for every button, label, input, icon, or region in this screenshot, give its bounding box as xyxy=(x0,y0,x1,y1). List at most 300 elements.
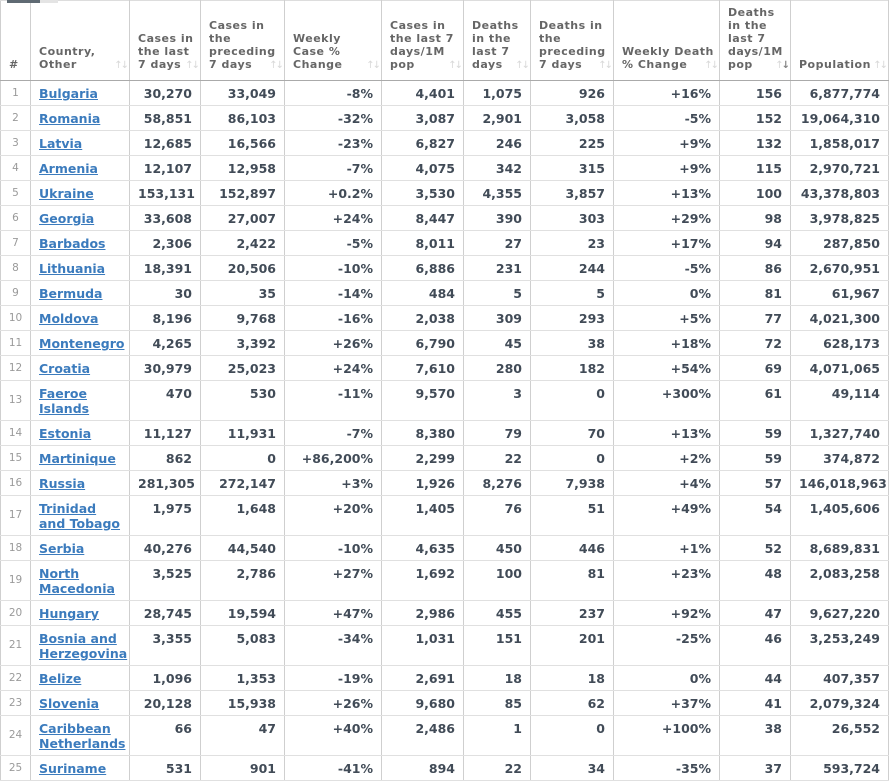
deaths_7d-cell: 2,901 xyxy=(464,106,531,131)
sort-down-arrow-icon: ↓ xyxy=(275,60,282,71)
cases_prev_7d-cell: 9,768 xyxy=(201,306,285,331)
population-cell: 3,253,249 xyxy=(791,626,889,666)
sort-up-arrow-icon: ↑ xyxy=(704,60,711,71)
death_change-cell: +37% xyxy=(614,691,720,716)
rank-cell: 9 xyxy=(1,281,31,306)
deaths_7d-cell: 18 xyxy=(464,666,531,691)
cases_7d-cell: 3,525 xyxy=(130,561,201,601)
rank-cell: 2 xyxy=(1,106,31,131)
deaths_1m-cell: 59 xyxy=(720,421,791,446)
deaths_7d-cell: 3 xyxy=(464,381,531,421)
cases_prev_7d-cell: 3,392 xyxy=(201,331,285,356)
case_change-cell: -10% xyxy=(285,536,382,561)
case_change-cell: -34% xyxy=(285,626,382,666)
sort-up-arrow-icon: ↑ xyxy=(366,60,373,71)
deaths_1m-cell: 81 xyxy=(720,281,791,306)
table-body xyxy=(1,81,889,781)
cases_prev_7d-cell: 0 xyxy=(201,446,285,471)
column-header-label: Cases in the preceding 7 days xyxy=(209,19,276,71)
rank-cell: 15 xyxy=(1,446,31,471)
cases_1m-cell: 1,692 xyxy=(382,561,464,601)
rank-cell: 18 xyxy=(1,536,31,561)
rank-cell: 4 xyxy=(1,156,31,181)
cases_prev_7d-cell: 47 xyxy=(201,716,285,756)
country-link[interactable]: Martinique xyxy=(39,451,116,466)
cases_prev_7d-cell: 272,147 xyxy=(201,471,285,496)
population-cell: 1,858,017 xyxy=(791,131,889,156)
table-row xyxy=(1,81,889,106)
cases_7d-cell: 12,107 xyxy=(130,156,201,181)
sort-toggle-icon[interactable] xyxy=(873,59,886,72)
table-row xyxy=(1,156,889,181)
deaths_prev_7d-cell: 70 xyxy=(531,421,614,446)
country-cell xyxy=(31,691,130,716)
deaths_7d-cell: 76 xyxy=(464,496,531,536)
cases_1m-cell: 6,886 xyxy=(382,256,464,281)
sort-up-arrow-icon: ↑ xyxy=(775,60,782,71)
sort-down-arrow-icon: ↓ xyxy=(521,60,528,71)
cases_1m-cell: 8,380 xyxy=(382,421,464,446)
column-header-cases_7d[interactable] xyxy=(130,1,201,81)
sort-up-arrow-icon: ↑ xyxy=(448,60,455,71)
deaths_1m-cell: 86 xyxy=(720,256,791,281)
table-row xyxy=(1,421,889,446)
sort-up-arrow-icon: ↑ xyxy=(114,60,121,71)
country-link[interactable]: Caribbean Netherlands xyxy=(39,721,126,751)
deaths_1m-cell: 100 xyxy=(720,181,791,206)
sort-down-arrow-icon: ↓ xyxy=(710,60,717,71)
column-header-deaths_prev_7d[interactable] xyxy=(531,1,614,81)
population-cell: 2,079,324 xyxy=(791,691,889,716)
column-header-rank xyxy=(1,1,31,81)
country-link[interactable]: Moldova xyxy=(39,311,99,326)
deaths_1m-cell: 72 xyxy=(720,331,791,356)
deaths_7d-cell: 1,075 xyxy=(464,81,531,106)
population-cell: 2,970,721 xyxy=(791,156,889,181)
sort-toggle-icon[interactable] xyxy=(598,59,611,72)
deaths_1m-cell: 44 xyxy=(720,666,791,691)
sort-toggle-icon[interactable] xyxy=(114,59,127,72)
sort-descending-active-icon[interactable] xyxy=(775,59,788,72)
deaths_1m-cell: 98 xyxy=(720,206,791,231)
cases_7d-cell: 33,608 xyxy=(130,206,201,231)
population-cell: 19,064,310 xyxy=(791,106,889,131)
sort-toggle-icon[interactable] xyxy=(185,59,198,72)
population-cell: 2,083,258 xyxy=(791,561,889,601)
deaths_7d-cell: 280 xyxy=(464,356,531,381)
cases_7d-cell: 58,851 xyxy=(130,106,201,131)
column-header-population[interactable] xyxy=(791,1,889,81)
sort-toggle-icon[interactable] xyxy=(448,59,461,72)
cases_1m-cell: 4,075 xyxy=(382,156,464,181)
deaths_7d-cell: 1 xyxy=(464,716,531,756)
table-row xyxy=(1,626,889,666)
country-link[interactable]: Georgia xyxy=(39,211,95,226)
column-header-label: Population xyxy=(799,58,871,71)
country-cell xyxy=(31,231,130,256)
rank-cell: 6 xyxy=(1,206,31,231)
deaths_1m-cell: 48 xyxy=(720,561,791,601)
cases_1m-cell: 1,031 xyxy=(382,626,464,666)
country-cell xyxy=(31,561,130,601)
case_change-cell: +24% xyxy=(285,206,382,231)
cases_7d-cell: 28,745 xyxy=(130,601,201,626)
deaths_prev_7d-cell: 225 xyxy=(531,131,614,156)
country-cell xyxy=(31,81,130,106)
deaths_prev_7d-cell: 244 xyxy=(531,256,614,281)
rank-cell: 20 xyxy=(1,601,31,626)
deaths_7d-cell: 342 xyxy=(464,156,531,181)
rank-cell: 14 xyxy=(1,421,31,446)
table-row xyxy=(1,206,889,231)
tab-edge-remnant-dark xyxy=(7,0,40,3)
column-header-deaths_7d[interactable] xyxy=(464,1,531,81)
country-cell xyxy=(31,626,130,666)
population-cell: 628,173 xyxy=(791,331,889,356)
cases_1m-cell: 8,447 xyxy=(382,206,464,231)
deaths_1m-cell: 61 xyxy=(720,381,791,421)
country-link[interactable]: North Macedonia xyxy=(39,566,115,596)
country-link[interactable]: Bosnia and Herzegovina xyxy=(39,631,128,661)
sort-toggle-icon[interactable] xyxy=(269,59,282,72)
country-cell xyxy=(31,381,130,421)
table-row xyxy=(1,561,889,601)
sort-toggle-icon[interactable] xyxy=(704,59,717,72)
sort-up-arrow-icon: ↑ xyxy=(873,60,880,71)
column-header-label: Deaths in the preceding 7 days xyxy=(539,19,606,71)
cases_1m-cell: 4,401 xyxy=(382,81,464,106)
deaths_1m-cell: 47 xyxy=(720,601,791,626)
death_change-cell: +300% xyxy=(614,381,720,421)
cases_7d-cell: 4,265 xyxy=(130,331,201,356)
death_change-cell: +13% xyxy=(614,181,720,206)
sort-toggle-icon[interactable] xyxy=(366,59,379,72)
country-link[interactable]: Croatia xyxy=(39,361,91,376)
column-header-cases_1m[interactable] xyxy=(382,1,464,81)
table-row xyxy=(1,306,889,331)
country-link[interactable]: Latvia xyxy=(39,136,83,151)
sort-up-arrow-icon: ↑ xyxy=(598,60,605,71)
rank-cell: 10 xyxy=(1,306,31,331)
cases_prev_7d-cell: 1,648 xyxy=(201,496,285,536)
country-cell xyxy=(31,756,130,781)
deaths_7d-cell: 4,355 xyxy=(464,181,531,206)
country-link[interactable]: Russia xyxy=(39,476,86,491)
cases_7d-cell: 281,305 xyxy=(130,471,201,496)
population-cell: 374,872 xyxy=(791,446,889,471)
population-cell: 593,724 xyxy=(791,756,889,781)
case_change-cell: -11% xyxy=(285,381,382,421)
sort-up-arrow-icon: ↑ xyxy=(515,60,522,71)
deaths_prev_7d-cell: 34 xyxy=(531,756,614,781)
death_change-cell: +29% xyxy=(614,206,720,231)
table-row xyxy=(1,106,889,131)
cases_prev_7d-cell: 530 xyxy=(201,381,285,421)
cases_7d-cell: 3,355 xyxy=(130,626,201,666)
case_change-cell: -23% xyxy=(285,131,382,156)
country-cell xyxy=(31,256,130,281)
population-cell: 407,357 xyxy=(791,666,889,691)
deaths_prev_7d-cell: 237 xyxy=(531,601,614,626)
country-cell xyxy=(31,306,130,331)
deaths_prev_7d-cell: 51 xyxy=(531,496,614,536)
country-cell xyxy=(31,496,130,536)
country-cell xyxy=(31,536,130,561)
country-link[interactable]: Armenia xyxy=(39,161,98,176)
death_change-cell: -35% xyxy=(614,756,720,781)
death_change-cell: +16% xyxy=(614,81,720,106)
deaths_1m-cell: 52 xyxy=(720,536,791,561)
country-link[interactable]: Ukraine xyxy=(39,186,94,201)
cases_prev_7d-cell: 27,007 xyxy=(201,206,285,231)
cases_1m-cell: 6,827 xyxy=(382,131,464,156)
cases_prev_7d-cell: 25,023 xyxy=(201,356,285,381)
deaths_prev_7d-cell: 23 xyxy=(531,231,614,256)
case_change-cell: +86,200% xyxy=(285,446,382,471)
column-header-cases_prev_7d[interactable] xyxy=(201,1,285,81)
table-row xyxy=(1,381,889,421)
deaths_7d-cell: 450 xyxy=(464,536,531,561)
country-link[interactable]: Montenegro xyxy=(39,336,125,351)
cases_1m-cell: 484 xyxy=(382,281,464,306)
column-header-label: Deaths in the last 7 days xyxy=(472,19,519,71)
table-header xyxy=(1,1,889,81)
table-row xyxy=(1,691,889,716)
cases_1m-cell: 2,486 xyxy=(382,716,464,756)
death_change-cell: -5% xyxy=(614,106,720,131)
death_change-cell: +49% xyxy=(614,496,720,536)
deaths_prev_7d-cell: 0 xyxy=(531,446,614,471)
country-link[interactable]: Estonia xyxy=(39,426,92,441)
cases_1m-cell: 8,011 xyxy=(382,231,464,256)
deaths_prev_7d-cell: 38 xyxy=(531,331,614,356)
rank-cell: 17 xyxy=(1,496,31,536)
table-row xyxy=(1,331,889,356)
deaths_1m-cell: 46 xyxy=(720,626,791,666)
cases_prev_7d-cell: 33,049 xyxy=(201,81,285,106)
country-link[interactable]: Serbia xyxy=(39,541,85,556)
country-link[interactable]: Hungary xyxy=(39,606,99,621)
country-cell xyxy=(31,181,130,206)
country-link[interactable]: Bulgaria xyxy=(39,86,98,101)
country-link[interactable]: Slovenia xyxy=(39,696,100,711)
deaths_1m-cell: 37 xyxy=(720,756,791,781)
deaths_1m-cell: 115 xyxy=(720,156,791,181)
cases_prev_7d-cell: 2,786 xyxy=(201,561,285,601)
column-header-death_change[interactable] xyxy=(614,1,720,81)
case_change-cell: +20% xyxy=(285,496,382,536)
rank-cell: 7 xyxy=(1,231,31,256)
death_change-cell: +17% xyxy=(614,231,720,256)
cases_1m-cell: 1,405 xyxy=(382,496,464,536)
sort-down-arrow-icon: ↓ xyxy=(120,60,127,71)
deaths_7d-cell: 45 xyxy=(464,331,531,356)
country-link[interactable]: Lithuania xyxy=(39,261,106,276)
population-cell: 26,552 xyxy=(791,716,889,756)
country-cell xyxy=(31,421,130,446)
population-cell: 6,877,774 xyxy=(791,81,889,106)
deaths_prev_7d-cell: 446 xyxy=(531,536,614,561)
deaths_prev_7d-cell: 3,857 xyxy=(531,181,614,206)
cases_7d-cell: 1,975 xyxy=(130,496,201,536)
rank-cell: 25 xyxy=(1,756,31,781)
table-row xyxy=(1,496,889,536)
table-row xyxy=(1,601,889,626)
death_change-cell: +100% xyxy=(614,716,720,756)
rank-cell: 8 xyxy=(1,256,31,281)
death_change-cell: +54% xyxy=(614,356,720,381)
deaths_7d-cell: 22 xyxy=(464,756,531,781)
country-link[interactable]: Romania xyxy=(39,111,101,126)
population-cell: 146,018,963 xyxy=(791,471,889,496)
case_change-cell: +27% xyxy=(285,561,382,601)
table-row xyxy=(1,471,889,496)
deaths_7d-cell: 8,276 xyxy=(464,471,531,496)
deaths_1m-cell: 77 xyxy=(720,306,791,331)
column-header-country[interactable] xyxy=(31,1,130,81)
cases_prev_7d-cell: 2,422 xyxy=(201,231,285,256)
country-cell xyxy=(31,716,130,756)
cases_7d-cell: 18,391 xyxy=(130,256,201,281)
country-link[interactable]: Bermuda xyxy=(39,286,103,301)
population-cell: 43,378,803 xyxy=(791,181,889,206)
case_change-cell: +3% xyxy=(285,471,382,496)
cases_7d-cell: 8,196 xyxy=(130,306,201,331)
rank-cell: 12 xyxy=(1,356,31,381)
column-header-case_change[interactable] xyxy=(285,1,382,81)
table-row xyxy=(1,446,889,471)
deaths_prev_7d-cell: 81 xyxy=(531,561,614,601)
cases_1m-cell: 9,570 xyxy=(382,381,464,421)
cases_7d-cell: 531 xyxy=(130,756,201,781)
deaths_prev_7d-cell: 303 xyxy=(531,206,614,231)
country-cell xyxy=(31,666,130,691)
deaths_prev_7d-cell: 0 xyxy=(531,716,614,756)
population-cell: 1,405,606 xyxy=(791,496,889,536)
sort-down-arrow-icon: ↓ xyxy=(454,60,461,71)
table-row xyxy=(1,666,889,691)
country-cell xyxy=(31,601,130,626)
deaths_prev_7d-cell: 18 xyxy=(531,666,614,691)
deaths_prev_7d-cell: 293 xyxy=(531,306,614,331)
cases_prev_7d-cell: 20,506 xyxy=(201,256,285,281)
deaths_7d-cell: 27 xyxy=(464,231,531,256)
case_change-cell: +24% xyxy=(285,356,382,381)
column-header-deaths_1m[interactable] xyxy=(720,1,791,81)
cases_1m-cell: 3,530 xyxy=(382,181,464,206)
cases_prev_7d-cell: 901 xyxy=(201,756,285,781)
rank-cell: 1 xyxy=(1,81,31,106)
country-link[interactable]: Barbados xyxy=(39,236,106,251)
country-link[interactable]: Suriname xyxy=(39,761,107,776)
country-cell xyxy=(31,356,130,381)
table-row xyxy=(1,131,889,156)
cases_1m-cell: 3,087 xyxy=(382,106,464,131)
case_change-cell: +26% xyxy=(285,691,382,716)
cases_1m-cell: 7,610 xyxy=(382,356,464,381)
deaths_prev_7d-cell: 3,058 xyxy=(531,106,614,131)
cases_1m-cell: 2,038 xyxy=(382,306,464,331)
cases_prev_7d-cell: 152,897 xyxy=(201,181,285,206)
case_change-cell: +26% xyxy=(285,331,382,356)
death_change-cell: +18% xyxy=(614,331,720,356)
sort-down-arrow-icon: ↓ xyxy=(372,60,379,71)
sort-down-arrow-icon: ↓ xyxy=(781,60,788,71)
cases_7d-cell: 20,128 xyxy=(130,691,201,716)
column-header-label: Cases in the last 7 days xyxy=(138,32,194,71)
cases_7d-cell: 11,127 xyxy=(130,421,201,446)
deaths_1m-cell: 69 xyxy=(720,356,791,381)
cases_7d-cell: 12,685 xyxy=(130,131,201,156)
cases_prev_7d-cell: 16,566 xyxy=(201,131,285,156)
deaths_7d-cell: 246 xyxy=(464,131,531,156)
case_change-cell: -41% xyxy=(285,756,382,781)
column-header-label: Weekly Death % Change xyxy=(622,45,714,71)
case_change-cell: -14% xyxy=(285,281,382,306)
sort-down-arrow-icon: ↓ xyxy=(879,60,886,71)
deaths_7d-cell: 85 xyxy=(464,691,531,716)
deaths_7d-cell: 390 xyxy=(464,206,531,231)
table-header-row xyxy=(1,1,889,81)
deaths_1m-cell: 41 xyxy=(720,691,791,716)
cases_7d-cell: 30 xyxy=(130,281,201,306)
deaths_prev_7d-cell: 315 xyxy=(531,156,614,181)
cases_7d-cell: 30,270 xyxy=(130,81,201,106)
deaths_1m-cell: 94 xyxy=(720,231,791,256)
death_change-cell: +5% xyxy=(614,306,720,331)
cases_prev_7d-cell: 1,353 xyxy=(201,666,285,691)
rank-cell: 5 xyxy=(1,181,31,206)
case_change-cell: +0.2% xyxy=(285,181,382,206)
table-row xyxy=(1,356,889,381)
deaths_1m-cell: 59 xyxy=(720,446,791,471)
country-link[interactable]: Belize xyxy=(39,671,82,686)
deaths_7d-cell: 231 xyxy=(464,256,531,281)
deaths_1m-cell: 38 xyxy=(720,716,791,756)
country-link[interactable]: Trinidad and Tobago xyxy=(39,501,121,531)
country-link[interactable]: Faeroe Islands xyxy=(39,386,90,416)
cases_7d-cell: 66 xyxy=(130,716,201,756)
country-cell xyxy=(31,331,130,356)
case_change-cell: -16% xyxy=(285,306,382,331)
sort-toggle-icon[interactable] xyxy=(515,59,528,72)
death_change-cell: -5% xyxy=(614,256,720,281)
case_change-cell: +47% xyxy=(285,601,382,626)
death_change-cell: 0% xyxy=(614,666,720,691)
cases_1m-cell: 894 xyxy=(382,756,464,781)
case_change-cell: -7% xyxy=(285,421,382,446)
cases_prev_7d-cell: 44,540 xyxy=(201,536,285,561)
deaths_7d-cell: 22 xyxy=(464,446,531,471)
deaths_prev_7d-cell: 7,938 xyxy=(531,471,614,496)
table-row xyxy=(1,536,889,561)
table-row xyxy=(1,716,889,756)
cases_prev_7d-cell: 15,938 xyxy=(201,691,285,716)
cases_prev_7d-cell: 12,958 xyxy=(201,156,285,181)
column-header-label: # xyxy=(9,58,19,71)
death_change-cell: +1% xyxy=(614,536,720,561)
cases_7d-cell: 30,979 xyxy=(130,356,201,381)
rank-cell: 24 xyxy=(1,716,31,756)
population-cell: 287,850 xyxy=(791,231,889,256)
cases_prev_7d-cell: 86,103 xyxy=(201,106,285,131)
rank-cell: 19 xyxy=(1,561,31,601)
cases_7d-cell: 40,276 xyxy=(130,536,201,561)
rank-cell: 16 xyxy=(1,471,31,496)
country-cell xyxy=(31,446,130,471)
cases_7d-cell: 153,131 xyxy=(130,181,201,206)
table-row xyxy=(1,231,889,256)
